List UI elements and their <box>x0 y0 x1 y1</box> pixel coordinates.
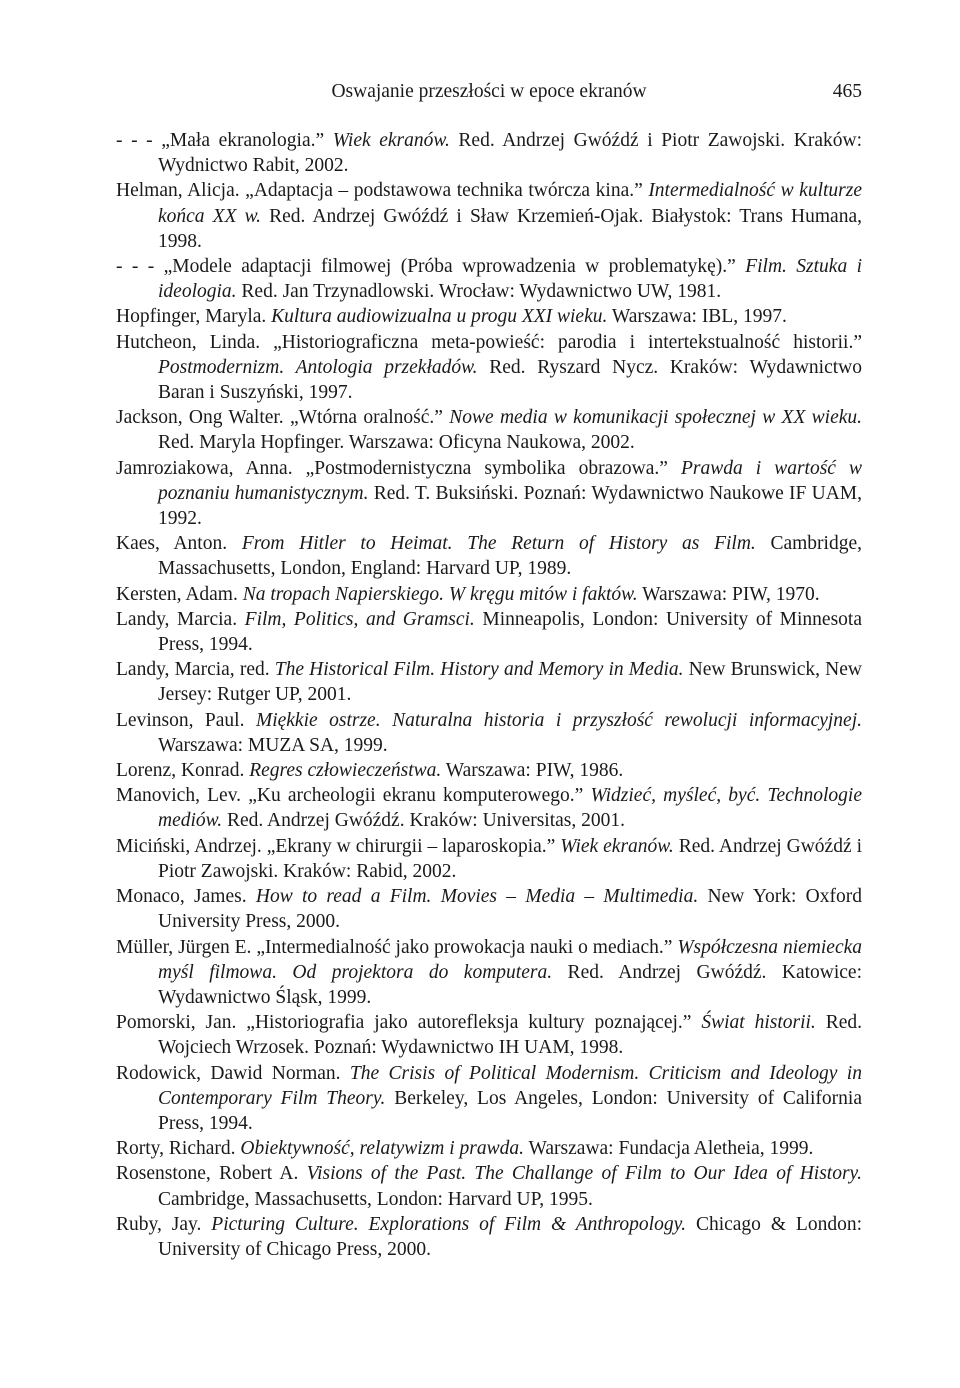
entry-title-italic: From Hitler to Heimat. The Return of History as Film. <box>241 533 756 555</box>
entry-text: Landy, Marcia, red. <box>116 659 275 681</box>
bibliography-entry <box>116 834 862 884</box>
entry-text: Helman, Alicja. „Adaptacja – podstawowa technika twórcza kina.” <box>116 180 649 202</box>
running-title: Oswajanie przeszłości w epoce ekranów <box>331 81 647 102</box>
entry-text: Red. Jan Trzynadlowski. Wrocław: Wydawnictwo UW, 1981. <box>236 281 722 303</box>
bibliography-entry <box>116 708 862 758</box>
entry-title-italic: Regres człowieczeństwa. <box>249 760 442 782</box>
entry-text: Jackson, Ong Walter. „Wtórna oralność.” <box>116 407 450 429</box>
entry-title-italic: Na tropach Napierskiego. W kręgu mitów i faktów. <box>242 583 638 605</box>
entry-text: Kaes, Anton. <box>116 533 242 555</box>
bibliography-entry <box>116 657 862 707</box>
entry-text: Minneapolis, London: University of Minnesota Press, 1994. <box>158 608 862 656</box>
entry-title-italic: Visions of the Past. The Challange of Film to Our Idea of History. <box>306 1163 862 1185</box>
bibliography-entry <box>116 1212 862 1262</box>
entry-title-italic: Kultura audiowizualna u progu XXI wieku. <box>271 306 608 328</box>
entry-text: Red. Andrzej Gwóźdź i Piotr Zawojski. Kraków: Wydnictwo Rabit, 2002. <box>158 130 862 177</box>
entry-text: Red. T. Buksiński. Poznań: Wydawnictwo Naukowe IF UAM, 1992. <box>158 482 862 530</box>
entry-text: Ruby, Jay. <box>116 1213 212 1235</box>
bibliography-entry <box>116 884 862 934</box>
entry-text: Red. Wojciech Wrzosek. Poznań: Wydawnictwo IH UAM, 1998. <box>158 1012 862 1059</box>
bibliography-entry <box>116 783 862 833</box>
entry-title-italic: The Crisis of Political Modernism. Criticism and Ideology in Contemporary Film Theory. <box>158 1062 862 1109</box>
entry-title-italic: Picturing Culture. Explorations of Film & Anthropology. <box>211 1213 687 1235</box>
entry-text: Jamroziakowa, Anna. „Postmodernistyczna symbolika obrazowa.” <box>116 457 681 479</box>
bibliography-entry <box>116 178 862 254</box>
entry-text: Chicago & London: University of Chicago Press, 2000. <box>158 1213 862 1260</box>
entry-text: Warszawa: Fundacja Aletheia, 1999. <box>524 1138 814 1160</box>
entry-text: Red. Ryszard Nycz. Kraków: Wydawnictwo Baran i Suszyński, 1997. <box>158 356 862 404</box>
entry-text: Rorty, Richard. <box>116 1138 241 1160</box>
entry-text: Miciński, Andrzej. „Ekrany w chirurgii – laparoskopia.” <box>116 835 561 857</box>
entry-text: Kersten, Adam. <box>116 583 243 605</box>
entry-text: Red. Andrzej Gwóźdź i Piotr Zawojski. Kraków: Rabid, 2002. <box>158 835 862 882</box>
entry-text: New York: Oxford University Press, 2000. <box>158 886 862 933</box>
entry-text: Warszawa: IBL, 1997. <box>607 306 787 328</box>
entry-text: Landy, Marcia. <box>116 608 245 630</box>
bibliography-entry <box>116 1061 862 1137</box>
running-head <box>116 76 862 108</box>
bibliography-entry <box>116 607 862 657</box>
entry-text: Warszawa: PIW, 1986. <box>441 760 624 782</box>
bibliography-entry <box>116 456 862 532</box>
entry-title-italic: Prawda i wartość w poznaniu humanistycznym. <box>158 457 862 504</box>
entry-text: Rodowick, Dawid Norman. <box>116 1062 350 1084</box>
entry-title-italic: Nowe media w komunikacji społecznej w XX wieku. <box>449 407 863 429</box>
bibliography-entry <box>116 1010 862 1060</box>
entry-text: Red. Andrzej Gwóźdź i Sław Krzemień-Ojak. Białystok: Trans Humana, 1998. <box>158 205 862 252</box>
entry-text: Red. Maryla Hopfinger. Warszawa: Oficyna Naukowa, 2002. <box>158 432 635 454</box>
entry-text: - - - „Mała ekranologia.” <box>116 130 333 151</box>
entry-title-italic: Intermedialność w kulturze końca XX w. <box>158 180 862 227</box>
entry-text: Monaco, James. <box>116 886 256 908</box>
entry-text: Lorenz, Konrad. <box>116 760 250 782</box>
entry-title-italic: Wiek ekranów. <box>332 130 450 151</box>
bibliography-entry <box>116 304 862 329</box>
entry-title-italic: Film. Sztuka i ideologia. <box>158 256 862 303</box>
bibliography-entry <box>116 254 862 304</box>
entry-text: Manovich, Lev. „Ku archeologii ekranu komputerowego.” <box>116 785 591 807</box>
entry-text: - - - „Modele adaptacji filmowej (Próba wprowadzenia w problematykę).” <box>116 256 746 278</box>
entry-text: Hutcheon, Linda. „Historiograficzna meta-powieść: parodia i intertekstualność historii.” <box>116 331 862 353</box>
entry-text: Red. Andrzej Gwóźdź. Katowice: Wydawnictwo Śląsk, 1999. <box>158 961 862 1008</box>
entry-title-italic: Obiektywność, relatywizm i prawda. <box>240 1138 525 1160</box>
entry-title-italic: The Historical Film. History and Memory in Media. <box>274 659 684 681</box>
entry-text: Warszawa: MUZA SA, 1999. <box>158 734 388 756</box>
entry-text: New Brunswick, New Jersey: Rutger UP, 2001. <box>158 659 862 706</box>
bibliography-entry <box>116 330 862 406</box>
entry-title-italic: Postmodernizm. Antologia przekładów. <box>158 356 478 378</box>
entry-title-italic: Miękkie ostrze. Naturalna historia i przyszłość rewolucji informacyjnej. <box>255 709 862 731</box>
entry-text: Rosenstone, Robert A. <box>116 1163 307 1185</box>
entry-text: Müller, Jürgen E. „Intermedialność jako prowokacja nauki o mediach.” <box>116 936 678 958</box>
entry-text: Levinson, Paul. <box>116 709 256 731</box>
bibliography-entry <box>116 531 862 581</box>
bibliography-entry <box>116 1161 862 1211</box>
bibliography-entry <box>116 1136 862 1161</box>
bibliography-entry <box>116 405 862 455</box>
entry-title-italic: How to read a Film. Movies – Media – Multimedia. <box>255 886 699 908</box>
page-number: 465 <box>832 81 862 102</box>
bibliography-entry <box>116 935 862 1011</box>
entry-title-italic: Widzieć, myśleć, być. Technologie mediów. <box>158 785 863 832</box>
entry-title-italic: Film, Politics, and Gramsci. <box>244 608 475 630</box>
entry-text: Berkeley, Los Angeles, London: University of California Press, 1994. <box>158 1087 862 1134</box>
entry-text: Red. Andrzej Gwóźdź. Kraków: Universitas, 2001. <box>222 810 626 832</box>
entry-title-italic: Świat historii. <box>701 1012 816 1034</box>
entry-text: Cambridge, Massachusetts, London, England: Harvard UP, 1989. <box>158 533 863 580</box>
bibliography-entry <box>116 128 862 178</box>
entry-title-italic: Wiek ekranów. <box>560 835 674 857</box>
bibliography-entry <box>116 582 862 607</box>
entry-text: Cambridge, Massachusetts, London: Harvard UP, 1995. <box>158 1188 593 1210</box>
entry-text: Warszawa: PIW, 1970. <box>637 583 820 605</box>
bibliography-list <box>116 128 862 1262</box>
bibliography-entry <box>116 758 862 783</box>
entry-text: Hopfinger, Maryla. <box>116 306 272 328</box>
entry-title-italic: Współczesna niemiecka myśl filmowa. Od projektora do komputera. <box>158 936 863 983</box>
entry-text: Pomorski, Jan. „Historiografia jako autorefleksja kultury poznającej.” <box>116 1012 702 1034</box>
